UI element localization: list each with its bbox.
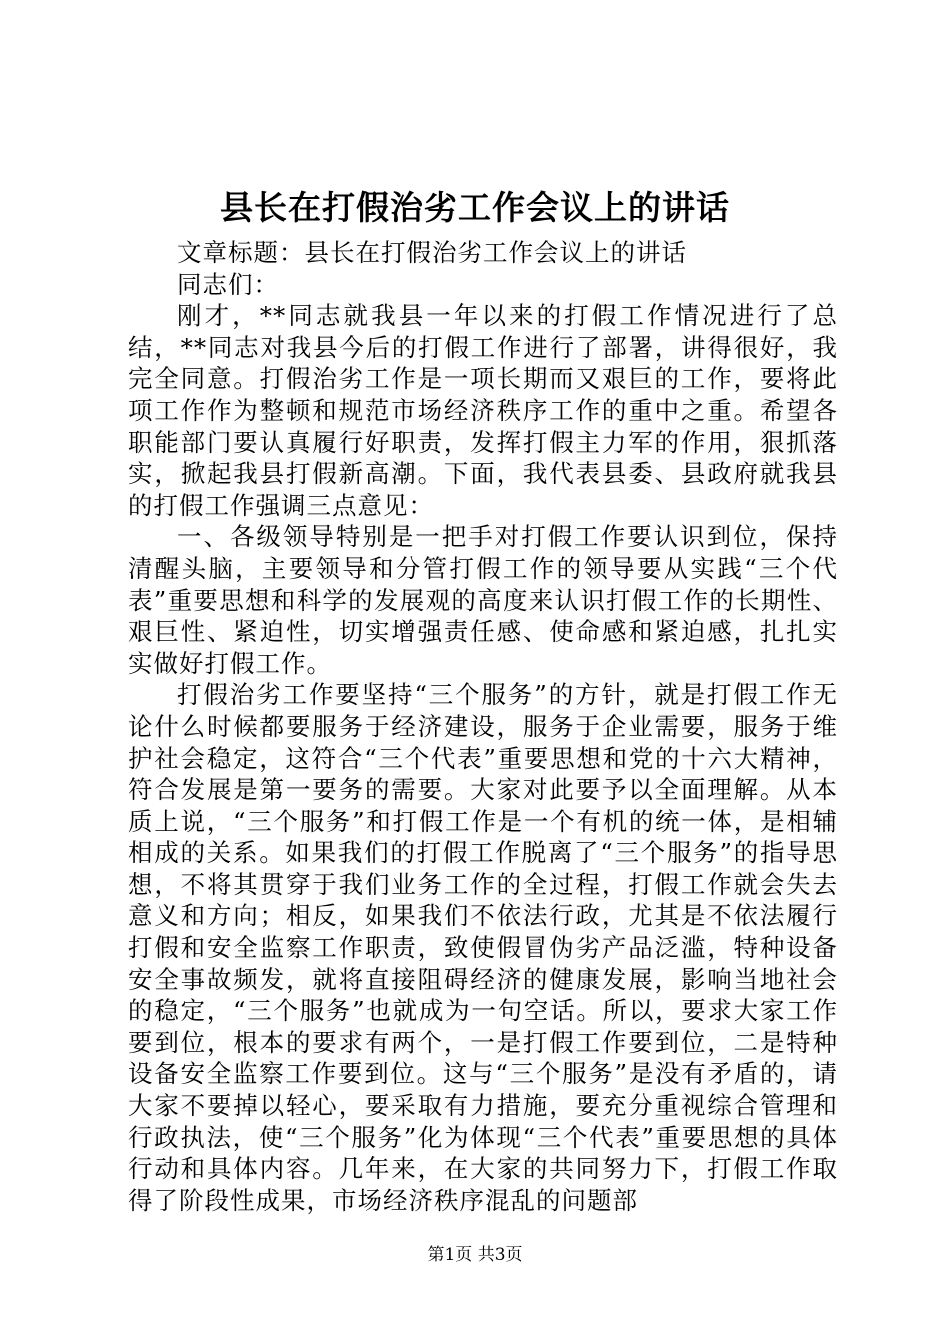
- article-title-line: 文章标题：县长在打假治劣工作会议上的讲话: [177, 238, 687, 267]
- salutation: 同志们：: [177, 269, 279, 299]
- document-body: [128, 237, 838, 1216]
- paragraph-2: 一、各级领导特别是一把手对打假工作要认识到位，保持清醒头脑，主要领导和分管打假工作的领导要从实践“三个代表”重要思想和科学的发展观的高度来认识打假工作的长期性、艰巨性、紧迫性，切实增强责任感、使命感和紧迫感，扎扎实实做好打假工作。: [128, 522, 838, 678]
- document-title: 县长在打假治劣工作会议上的讲话: [220, 188, 730, 227]
- paragraph-1: 刚才，**同志就我县一年以来的打假工作情况进行了总结，**同志对我县今后的打假工作进行了部署，讲得很好，我完全同意。打假治劣工作是一项长期而又艰巨的工作，要将此项工作作为整顿和规范市场经济秩序工作的重中之重。希望各职能部门要认真履行好职责，发挥打假主力军的作用，狠抓落实，掀起我县打假新高潮。下面，我代表县委、县政府就我县的打假工作强调三点意见：: [128, 301, 838, 520]
- paragraph-3: 打假治劣工作要坚持“三个服务”的方针，就是打假工作无论什么时候都要服务于经济建设，服务于企业需要，服务于维护社会稳定，这符合“三个代表”重要思想和党的十六大精神，符合发展是第一要务的需要。大家对此要予以全面理解。从本质上说，“三个服务”和打假工作是一个有机的统一体，是相辅相成的关系。如果我们的打假工作脱离了“三个服务”的指导思想，不将其贯穿于我们业务工作的全过程，打假工作就会失去意义和方向；相反，如果我们不依法行政，尤其是不依法履行打假和安全监察工作职责，致使假冒伪劣产品泛滥，特种设备安全事故频发，就将直接阻碍经济的健康发展，影响当地社会的稳定，“三个服务”也就成为一句空话。所以，要求大家工作要到位，根本的要求有两个，一是打假工作要到位，二是特种设备安全监察工作要到位。这与“三个服务”是没有矛盾的，请大家不要掉以轻心，要采取有力措施，要充分重视综合管理和行政执法，使“三个服务”化为体现“三个代表”重要思想的具体行动和具体内容。几年来，在大家的共同努力下，打假工作取得了阶段性成果，市场经济秩序混乱的问题部: [128, 680, 838, 1215]
- page-footer: 第1页 共3页: [427, 1245, 523, 1265]
